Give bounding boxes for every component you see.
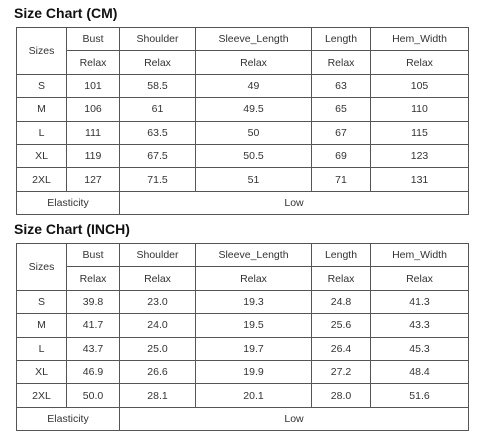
column-header-hem-width: Hem_Width <box>371 28 469 51</box>
sizes-header: Sizes <box>17 244 67 291</box>
table-cell: 19.9 <box>196 360 312 383</box>
column-header-length: Length <box>312 28 371 51</box>
fit-cell: Relax <box>67 267 120 290</box>
table-row <box>17 384 469 407</box>
table-cell: 71 <box>312 168 371 191</box>
elasticity-row <box>17 407 469 430</box>
size-label: M <box>17 98 67 121</box>
fit-cell: Relax <box>120 267 196 290</box>
size-label: 2XL <box>17 168 67 191</box>
header-row <box>17 244 469 267</box>
elasticity-value: Low <box>120 191 469 214</box>
size-chart-cm-table <box>16 27 469 215</box>
column-header-shoulder: Shoulder <box>120 244 196 267</box>
table-row <box>17 314 469 337</box>
table-cell: 49 <box>196 74 312 97</box>
size-label: M <box>17 314 67 337</box>
size-chart-inch-table <box>16 243 469 431</box>
table-cell: 25.6 <box>312 314 371 337</box>
table-cell: 46.9 <box>67 360 120 383</box>
table-cell: 110 <box>371 98 469 121</box>
fit-cell: Relax <box>371 267 469 290</box>
fit-cell: Relax <box>120 51 196 74</box>
size-label: 2XL <box>17 384 67 407</box>
column-header-sleeve-length: Sleeve_Length <box>196 28 312 51</box>
table-cell: 106 <box>67 98 120 121</box>
header-row <box>17 28 469 51</box>
table-row <box>17 98 469 121</box>
sizes-header: Sizes <box>17 28 67 75</box>
table-cell: 67 <box>312 121 371 144</box>
size-label: XL <box>17 360 67 383</box>
table-cell: 50 <box>196 121 312 144</box>
table-cell: 26.6 <box>120 360 196 383</box>
table-cell: 19.7 <box>196 337 312 360</box>
table-cell: 61 <box>120 98 196 121</box>
table-cell: 115 <box>371 121 469 144</box>
table-cell: 105 <box>371 74 469 97</box>
table-cell: 131 <box>371 168 469 191</box>
table-cell: 19.5 <box>196 314 312 337</box>
table-cell: 71.5 <box>120 168 196 191</box>
table-row <box>17 144 469 167</box>
table-cell: 101 <box>67 74 120 97</box>
table-cell: 65 <box>312 98 371 121</box>
table-row <box>17 74 469 97</box>
table-cell: 69 <box>312 144 371 167</box>
table-cell: 26.4 <box>312 337 371 360</box>
table-cell: 63 <box>312 74 371 97</box>
table-cell: 20.1 <box>196 384 312 407</box>
table-cell: 41.7 <box>67 314 120 337</box>
fit-cell: Relax <box>196 51 312 74</box>
table-cell: 67.5 <box>120 144 196 167</box>
size-label: XL <box>17 144 67 167</box>
table-cell: 24.8 <box>312 290 371 313</box>
table-cell: 119 <box>67 144 120 167</box>
table-row <box>17 337 469 360</box>
table-cell: 27.2 <box>312 360 371 383</box>
table-cell: 25.0 <box>120 337 196 360</box>
size-label: S <box>17 290 67 313</box>
elasticity-label: Elasticity <box>17 191 120 214</box>
fit-row <box>17 51 469 74</box>
table-cell: 51 <box>196 168 312 191</box>
size-chart-cm-title: Size Chart (CM) <box>14 5 118 21</box>
table-cell: 50.5 <box>196 144 312 167</box>
column-header-bust: Bust <box>67 28 120 51</box>
table-cell: 28.1 <box>120 384 196 407</box>
column-header-bust: Bust <box>67 244 120 267</box>
table-cell: 123 <box>371 144 469 167</box>
table-cell: 49.5 <box>196 98 312 121</box>
fit-cell: Relax <box>312 267 371 290</box>
elasticity-row <box>17 191 469 214</box>
table-cell: 19.3 <box>196 290 312 313</box>
table-row <box>17 360 469 383</box>
column-header-length: Length <box>312 244 371 267</box>
size-label: L <box>17 337 67 360</box>
table-cell: 28.0 <box>312 384 371 407</box>
table-cell: 50.0 <box>67 384 120 407</box>
fit-cell: Relax <box>196 267 312 290</box>
elasticity-label: Elasticity <box>17 407 120 430</box>
size-chart-inch-title: Size Chart (INCH) <box>14 221 130 237</box>
table-cell: 41.3 <box>371 290 469 313</box>
table-cell: 45.3 <box>371 337 469 360</box>
table-row <box>17 121 469 144</box>
table-cell: 63.5 <box>120 121 196 144</box>
size-label: L <box>17 121 67 144</box>
table-cell: 51.6 <box>371 384 469 407</box>
table-cell: 23.0 <box>120 290 196 313</box>
table-row <box>17 290 469 313</box>
table-row <box>17 168 469 191</box>
table-cell: 111 <box>67 121 120 144</box>
table-cell: 127 <box>67 168 120 191</box>
column-header-sleeve-length: Sleeve_Length <box>196 244 312 267</box>
table-cell: 43.3 <box>371 314 469 337</box>
fit-cell: Relax <box>67 51 120 74</box>
table-cell: 48.4 <box>371 360 469 383</box>
table-cell: 58.5 <box>120 74 196 97</box>
table-cell: 43.7 <box>67 337 120 360</box>
column-header-hem-width: Hem_Width <box>371 244 469 267</box>
size-label: S <box>17 74 67 97</box>
table-cell: 24.0 <box>120 314 196 337</box>
fit-cell: Relax <box>371 51 469 74</box>
column-header-shoulder: Shoulder <box>120 28 196 51</box>
elasticity-value: Low <box>120 407 469 430</box>
fit-cell: Relax <box>312 51 371 74</box>
fit-row <box>17 267 469 290</box>
table-cell: 39.8 <box>67 290 120 313</box>
